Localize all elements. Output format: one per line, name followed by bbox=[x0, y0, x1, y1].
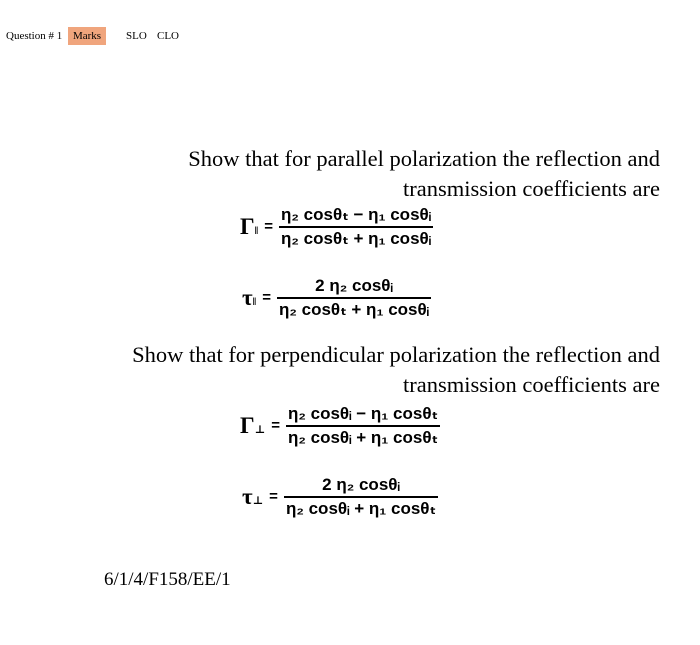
fraction bbox=[277, 275, 431, 321]
equation-lhs: τ ⊥ bbox=[242, 483, 264, 509]
equation-lhs: Γ ‖ bbox=[240, 213, 259, 239]
equals-sign: = bbox=[269, 488, 278, 506]
parallel-polarization-statement bbox=[100, 144, 660, 204]
numerator: η₂ cosθₜ − η₁ cosθᵢ bbox=[280, 205, 432, 224]
denominator: η₂ cosθᵢ + η₁ cosθₜ bbox=[285, 498, 437, 518]
fraction bbox=[284, 474, 438, 520]
numerator: 2 η₂ cosθᵢ bbox=[315, 276, 393, 295]
slo-label: SLO bbox=[126, 30, 147, 42]
reflection-coefficient-parallel-equation bbox=[240, 204, 433, 250]
fraction bbox=[286, 403, 440, 449]
equation-lhs: Γ ⊥ bbox=[240, 412, 266, 438]
equals-sign: = bbox=[262, 289, 271, 307]
numerator: η₂ cosθᵢ − η₁ cosθₜ bbox=[287, 404, 439, 423]
denominator: η₂ cosθᵢ + η₁ cosθₜ bbox=[287, 427, 439, 447]
denominator: η₂ cosθₜ + η₁ cosθᵢ bbox=[278, 299, 430, 319]
transmission-coefficient-parallel-equation bbox=[242, 275, 431, 321]
equals-sign: = bbox=[264, 218, 273, 236]
marks-badge: Marks bbox=[68, 27, 106, 45]
equals-sign: = bbox=[271, 417, 280, 435]
numerator: 2 η₂ cosθᵢ bbox=[322, 475, 400, 494]
denominator: η₂ cosθₜ + η₁ cosθᵢ bbox=[280, 228, 432, 248]
statement-line: transmission coefficients are bbox=[402, 372, 660, 397]
statement-line: Show that for perpendicular polarization the reflection and bbox=[132, 342, 660, 367]
course-code: 6/1/4/F158/EE/1 bbox=[104, 569, 231, 590]
question-number: Question # 1 bbox=[6, 30, 63, 42]
fraction bbox=[279, 204, 433, 250]
reflection-coefficient-perpendicular-equation bbox=[240, 403, 440, 449]
equation-lhs: τ ‖ bbox=[242, 284, 257, 310]
clo-label: CLO bbox=[157, 30, 179, 42]
statement-line: Show that for parallel polarization the reflection and bbox=[188, 146, 660, 171]
statement-line: transmission coefficients are bbox=[402, 176, 660, 201]
perpendicular-polarization-statement bbox=[60, 340, 660, 400]
transmission-coefficient-perpendicular-equation bbox=[242, 474, 438, 520]
